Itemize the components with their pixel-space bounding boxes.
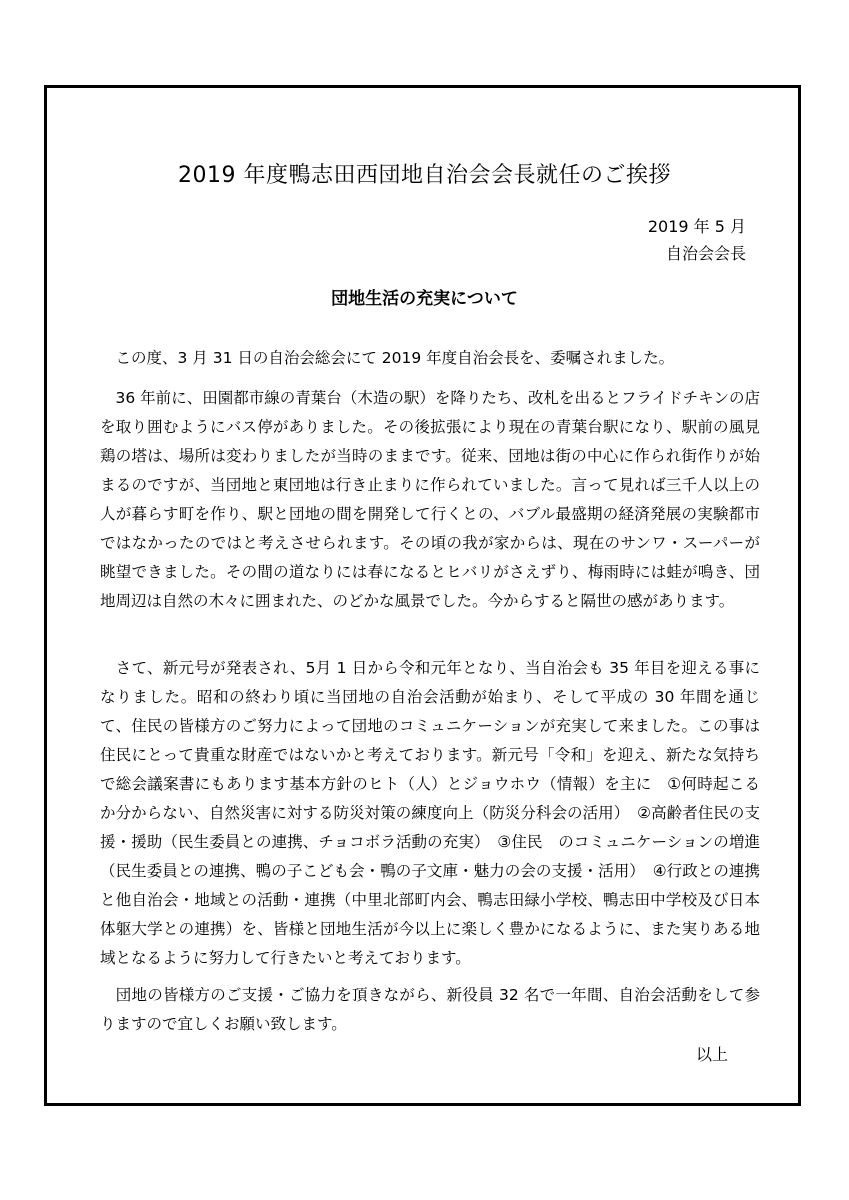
document-author: 自治会会長 bbox=[665, 244, 746, 263]
paragraph-policy: さて、新元号が発表され、5月 1 日から令和元年となり、当自治会も 35 年目を迎える事になりました。昭和の終わり頃に当団地の自治会活動が始まり、そして平成の 30 年間を通じて、住民の皆様方のご努力によって団地のコミュニケーションが充実して来ました。この事は住民にとって貴重な財産ではないかと考えております。新元号「令和」を迎え、新たな気持ちで総会議案書にもあります基本方針のヒト（人）とジョウホウ（情報）を主に ①何時起こるか分からない、自然災害に対する防災対策の練度向上（防災分科会の活用） ②高齢者住民の支援・援助（民生委員との連携、チョコボラ活動の充実） ③住民 のコミュニケーションの増進（民生委員との連携、鴨の子こども会・鴨の子文庫・魅力の会の支援・活用） ④行政との連携と他自治会・地域との活動・連携（中里北部町内会、鴨志田緑小学校、鴨志田中学校及び日本体躯大学との連携）を、皆様と団地生活が今以上に楽しく豊かになるように、また実りある地域となるように努力して行きたいと考えております。 bbox=[100, 659, 760, 967]
document-title: 2019 年度鴨志田西団地自治会会長就任のご挨拶 bbox=[178, 163, 671, 188]
paragraph-closing-remarks: 団地の皆様方のご支援・ご協力を頂きながら、新役員 32 名で一年間、自治会活動をして参りますので宜しくお願い致します。 bbox=[100, 986, 760, 1033]
paragraph-history: 36 年前に、田園都市線の青葉台（木造の駅）を降りたち、改札を出るとフライドチキンの店を取り囲むようにバス停がありました。その後拡張により現在の青葉台駅になり、駅前の風見鶏の塔は、場所は変わりましたが当時のままです。従来、団地は街の中心に作られ街作りが始まるのですが、当団地と東団地は行き止まりに作られていました。言って見れば三千人以上の人が暮らす町を作り、駅と団地の間を開発して行くとの、バブル最盛期の経済発展の実験都市ではなかったのではと考えさせられます。その頃の我が家からは、現在のサンワ・スーパーが眺望できました。その間の道なりには春になるとヒバリがさえずり、梅雨時には蛙が鳴き、団地周辺は自然の木々に囲まれた、のどかな風景でした。今からすると隔世の感があります。 bbox=[100, 389, 760, 610]
document-date: 2019 年 5 月 bbox=[647, 217, 746, 236]
document-subtitle: 団地生活の充実について bbox=[331, 289, 518, 309]
paragraph-appointment: この度、3 月 31 日の自治会総会にて 2019 年度自治会長を、委嘱されました。 bbox=[100, 349, 675, 367]
closing-mark: 以上 bbox=[696, 1045, 729, 1064]
